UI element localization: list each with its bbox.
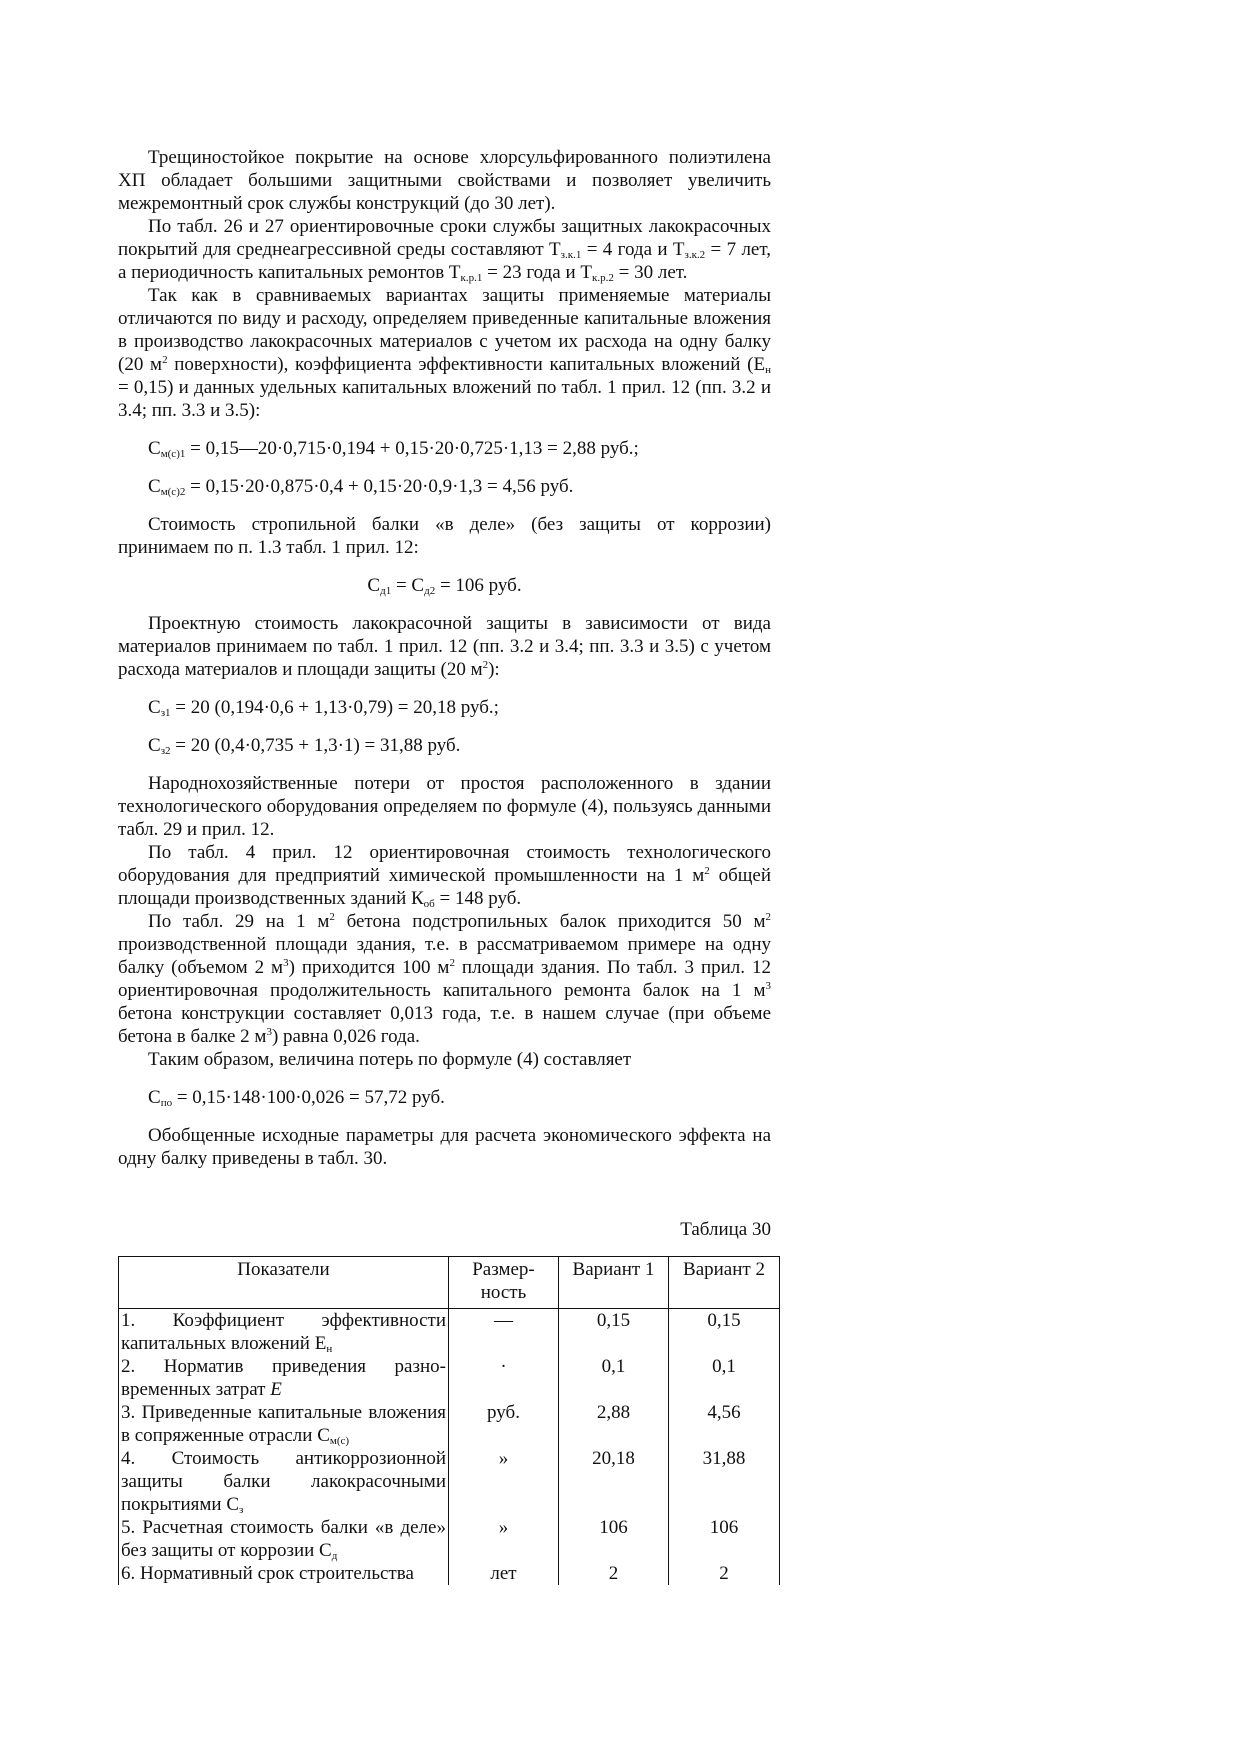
table-row (119, 1401, 780, 1447)
formula-cz2: $С_{з2} = 20$ (0,4·0,735 + 1,3·1) = 31,88 руб. (148, 735, 461, 757)
cell-variant-1: 2 (559, 1562, 669, 1585)
formula-cd: $С_{д1} = С_{д2} = 106$ руб. (367, 575, 522, 597)
page-cut (0, 1662, 1240, 1755)
paragraph: Народнохозяйственные потери от простоя расположенного в здании технологического оборудования определяем по формуле (4), пользуясь данными табл. 29 и прил. 12. (118, 773, 771, 840)
formula-cz1: $С_{з1} = 20$ (0,194·0,6 + 1,13·0,79) = 20,18 руб.; (148, 697, 499, 719)
cell-indicator: 5. Расчетная стоимость балки «в деле» без защиты от коррозии $С_д$ (119, 1516, 449, 1562)
paragraph: Стоимость стропильной балки «в деле» (без защиты от коррозии) принимаем по п. 1.3 табл. 1 прил. 12: (118, 514, 771, 558)
cell-indicator: 2. Норматив приведения разно-временных затрат Е (119, 1355, 449, 1401)
cell-variant-1: 2,88 (559, 1401, 669, 1447)
table-30 (118, 1256, 780, 1585)
header-unit: Размер- ность (449, 1257, 559, 1309)
cell-indicator: 6. Нормативный срок строительства (119, 1562, 449, 1585)
table-header-row (119, 1257, 780, 1309)
document-page (118, 146, 771, 1585)
cell-variant-2: 4,56 (669, 1401, 780, 1447)
table-row (119, 1562, 780, 1585)
cell-unit: · (449, 1355, 559, 1401)
cell-variant-1: 20,18 (559, 1447, 669, 1516)
cell-unit: » (449, 1447, 559, 1516)
cell-variant-1: 0,15 (559, 1309, 669, 1356)
cell-variant-2: 106 (669, 1516, 780, 1562)
formula-cpo: $С_{по} = 0,15\cdot 148\cdot 100\cdot 0,026 = 57,72$ руб. (148, 1087, 445, 1109)
paragraph: Обобщенные исходные параметры для расчета экономического эффекта на одну балку приведены в табл. 30. (118, 1125, 771, 1169)
cell-indicator: 4. Стоимость антикоррозионной защиты балки лакокрасочными покрытиями $С_з$ (119, 1447, 449, 1516)
formula-cm1: $С_{м(с)1}$ = 0,15—20·0,715·0,194 + 0,15·20·0,725·1,13 = 2,88 руб.; (148, 438, 639, 460)
cell-variant-2: 31,88 (669, 1447, 780, 1516)
table-caption: Таблица 30 (680, 1219, 771, 1240)
cell-variant-1: 0,1 (559, 1355, 669, 1401)
paragraph: Проектную стоимость лакокрасочной защиты в зависимости от вида материалов принимаем по табл. 1 прил. 12 (пп. 3.2 и 3.4; пп. 3.3 и 3.5) с учетом расхода материалов и площади защиты (20 $м^2$): (118, 613, 771, 680)
cell-variant-2: 0,1 (669, 1355, 780, 1401)
cell-indicator: 1. Коэффициент эффективности капитальных вложений $Е_н$ (119, 1309, 449, 1356)
header-variant-2: Вариант 2 (669, 1257, 780, 1309)
table-row (119, 1447, 780, 1516)
cell-unit: лет (449, 1562, 559, 1585)
table-row (119, 1309, 780, 1356)
paragraph: Трещиностойкое покрытие на основе хлорсульфированного полиэтилена ХП обладает большими защитными свойствами и позволяет увеличить межремонтный срок службы конструкций (до 30 лет). (118, 147, 771, 214)
paragraph: По табл. 4 прил. 12 ориентировочная стоимость технологического оборудования для предприятий химической промышленности на 1 $м^2$ общей площади производственных зданий $К_{об} = 148$ руб. (118, 842, 771, 910)
formula-cm2: $С_{м(с)2} = 0,15\cdot 20\cdot 0,875\cdot 0,4 + 0,15\cdot 20\cdot 0,9\cdot 1,3 = 4,56$ руб. (148, 476, 574, 498)
table-row (119, 1516, 780, 1562)
cell-variant-1: 106 (559, 1516, 669, 1562)
paragraph: По табл. 26 и 27 ориентировочные сроки службы защитных лакокрасочных покрытий для среднеагрессивной среды составляют $Т_{з.к.1} = 4$ года и $Т_{з.к.2} = 7$ лет, а периодичность капитальных ремонтов $Т_{к.р.1} = 23$ года и $Т_{к.р.2} = 30$ лет. (118, 216, 771, 284)
paragraph: Так как в сравниваемых вариантах защиты применяемые материалы отличаются по виду и расходу, определяем приведенные капитальные вложения в производство лакокрасочных материалов с учетом их расхода на одну балку (20 $м^2$ поверхности), коэффициента эффективности капитальных вложений $(Е_н = 0,15)$ и данных удельных капитальных вложений по табл. 1 прил. 12 (пп. 3.2 и 3.4; пп. 3.3 и 3.5): (118, 285, 771, 421)
paragraph: По табл. 29 на 1 $м^2$ бетона подстропильных балок приходится 50 $м^2$ производственной площади здания, т.е. в рассматриваемом примере на одну балку (объемом 2 $м^3$) приходится 100 $м^2$ площади здания. По табл. 3 прил. 12 ориентировочная продолжительность капитального ремонта балок на 1 $м^3$ бетона конструкции составляет 0,013 года, т.е. в нашем случае (при объеме бетона в балке 2 $м^3$) равна 0,026 года. (118, 911, 771, 1047)
header-variant-1: Вариант 1 (559, 1257, 669, 1309)
cell-unit: » (449, 1516, 559, 1562)
cell-unit: руб. (449, 1401, 559, 1447)
table-row (119, 1355, 780, 1401)
cell-unit: — (449, 1309, 559, 1356)
header-indicators: Показатели (119, 1257, 449, 1309)
paragraph: Таким образом, величина потерь по формуле (4) составляет (148, 1049, 632, 1070)
cell-indicator: 3. Приведенные капитальные вложения в сопряженные отрасли $С_{м(с)}$ (119, 1401, 449, 1447)
cell-variant-2: 0,15 (669, 1309, 780, 1356)
cell-variant-2: 2 (669, 1562, 780, 1585)
